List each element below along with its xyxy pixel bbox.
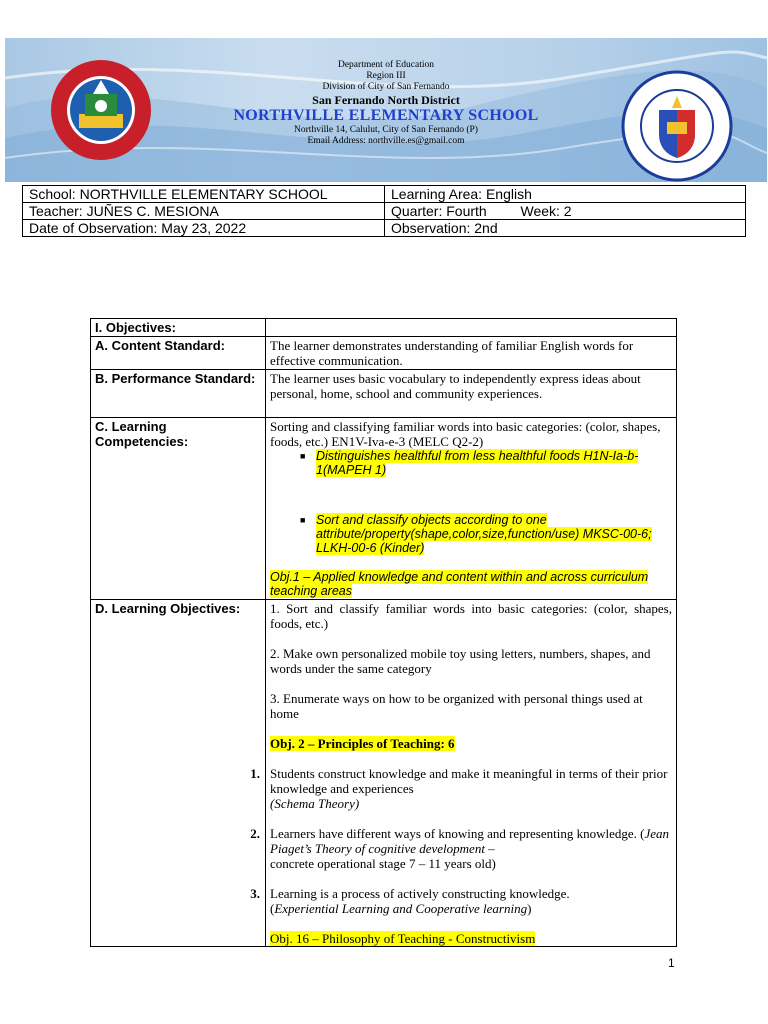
obj16-note — [270, 931, 672, 946]
obj1-note — [270, 570, 672, 598]
competency-bullet-text: Distinguishes healthful from less healthful foods H1N-Ia-b-1(MAPEH 1) — [316, 449, 639, 477]
email-line: Email Address: northville.es@gmail.com — [307, 136, 465, 146]
quarter-text: Quarter: Fourth — [391, 203, 487, 219]
principle-text — [270, 826, 672, 871]
learning-competencies-label: C. Learning Competencies: — [91, 418, 266, 600]
table-row — [91, 319, 677, 337]
learning-area-cell: Learning Area: English — [385, 186, 746, 203]
learning-competencies-cell — [266, 418, 677, 600]
content-standard-cell — [266, 337, 677, 370]
obj1-text: Obj.1 – Applied knowledge and content within and across curriculum teaching areas — [270, 570, 649, 598]
principle-item — [250, 826, 672, 871]
principle-theory: (Schema Theory) — [270, 796, 360, 811]
address-line: Northville 14, Calulut, City of San Fernando (P) — [294, 125, 478, 135]
principle-number: 2. — [250, 826, 260, 841]
lesson-plan-table — [90, 318, 677, 947]
principle-number: 1. — [250, 766, 260, 781]
school-cell: School: NORTHVILLE ELEMENTARY SCHOOL — [23, 186, 385, 203]
district-line: San Fernando North District — [312, 93, 460, 107]
principle-text-part: concrete operational stage 7 – 11 years old) — [270, 856, 496, 871]
date-cell: Date of Observation: May 23, 2022 — [23, 220, 385, 237]
region-line: Region III — [366, 71, 406, 81]
info-row — [23, 186, 746, 203]
principle-theory: Jean Piaget’s Theory of cognitive development – — [270, 826, 670, 856]
table-row — [91, 370, 677, 418]
info-row — [23, 220, 746, 237]
obj2-note — [270, 736, 672, 751]
week-text: Week: 2 — [520, 203, 572, 219]
principle-text: Students construct knowledge and make it meaningful in terms of their prior knowledge and experiences — [270, 766, 668, 796]
school-name-heading: NORTHVILLE ELEMENTARY SCHOOL — [233, 107, 539, 124]
quarter-week-cell — [385, 203, 746, 220]
obj2-text: Obj. 2 – Principles of Teaching: 6 — [270, 736, 455, 751]
competencies-text: Sorting and classifying familiar words into basic categories: (color, shapes, foods, etc.) EN1V-Iva-e-3 (MELC Q2-2) — [270, 419, 661, 449]
letterhead-banner — [5, 38, 767, 182]
info-row — [23, 203, 746, 220]
competency-bullet-text: Sort and classify objects according to one attribute/property(shape,color,size,function/use) MKSC-00-6; LLKH-00-6 (Kinder) — [316, 513, 652, 555]
principle-text-part: Learners have different ways of knowing and representing knowledge. ( — [270, 826, 645, 841]
learning-objectives-label: D. Learning Objectives: — [91, 600, 266, 947]
observation-info-table — [22, 185, 746, 237]
performance-standard-label: B. Performance Standard: — [91, 370, 266, 418]
principle-item — [250, 886, 672, 916]
objectives-label: I. Objectives: — [91, 319, 266, 337]
paren-close: ) — [527, 901, 532, 916]
teacher-cell: Teacher: JUÑES C. MESIONA — [23, 203, 385, 220]
performance-standard-text: The learner uses basic vocabulary to independently express ideas about personal, home, school and community experiences. — [270, 371, 641, 401]
division-line: Division of City of San Fernando — [322, 82, 450, 92]
performance-standard-cell — [266, 370, 677, 418]
content-standard-text: The learner demonstrates understanding of familiar English words for effective communication. — [270, 338, 634, 368]
table-row — [91, 337, 677, 370]
competency-bullet — [270, 449, 672, 477]
paren-open: ( — [270, 901, 275, 916]
table-row — [91, 600, 677, 947]
principle-item — [250, 766, 672, 811]
department-line: Department of Education — [337, 60, 435, 70]
observation-cell: Observation: 2nd — [385, 220, 746, 237]
objectives-empty-cell — [266, 319, 677, 337]
principle-theory-line — [270, 901, 672, 916]
content-standard-label: A. Content Standard: — [91, 337, 266, 370]
learning-objective-2: 2. Make own personalized mobile toy using letters, numbers, shapes, and words under the same category — [270, 646, 651, 676]
obj16-text: Obj. 16 – Philosophy of Teaching - Constructivism — [270, 931, 536, 946]
competency-bullet — [270, 513, 672, 555]
square-bullet-icon: ■ — [300, 451, 306, 461]
learning-objective-3: 3. Enumerate ways on how to be organized with personal things used at home — [270, 691, 643, 721]
learning-objectives-cell — [250, 600, 677, 947]
page-number: 1 — [668, 956, 675, 970]
principle-text: Learning is a process of actively constructing knowledge. — [270, 886, 570, 901]
principle-number: 3. — [250, 886, 260, 901]
principle-theory: Experiential Learning and Cooperative learning — [274, 901, 528, 916]
square-bullet-icon: ■ — [300, 515, 306, 525]
letterhead-text — [5, 60, 767, 147]
table-row — [91, 418, 677, 600]
learning-objective-1: 1. Sort and classify familiar words into basic categories: (color, shapes, foods, etc.) — [270, 601, 672, 631]
